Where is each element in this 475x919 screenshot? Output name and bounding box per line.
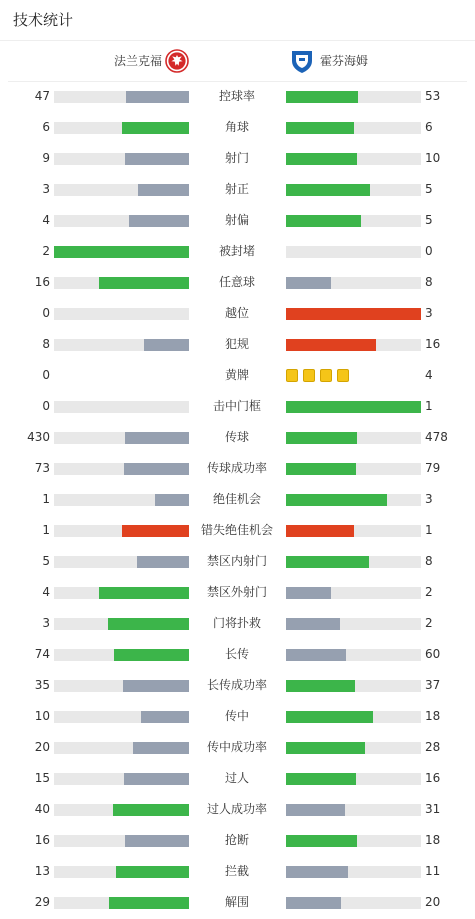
away-stat-bar	[286, 835, 421, 847]
stat-label: 绝佳机会	[212, 492, 261, 506]
away-stat-value: 18	[425, 709, 441, 723]
home-stat-value: 3	[42, 182, 50, 196]
away-stat-bar-fill	[286, 773, 356, 785]
away-stat-bar-fill	[286, 618, 340, 630]
away-stat-bar	[286, 401, 421, 413]
home-stat-bar-fill	[108, 618, 189, 630]
home-stat-bar-fill	[116, 866, 189, 878]
home-stat-value: 29	[34, 895, 50, 909]
stat-row	[0, 205, 475, 236]
home-stat-bar-fill	[113, 804, 189, 816]
home-stat-bar	[54, 897, 189, 909]
away-stat-value: 3	[425, 306, 433, 320]
home-stat-value: 1	[42, 523, 50, 537]
stat-label: 过人	[224, 771, 249, 785]
home-stat-value: 10	[34, 709, 50, 723]
away-stat-value: 5	[425, 182, 433, 196]
away-stat-value: 18	[425, 833, 441, 847]
away-stat-bar	[286, 897, 421, 909]
stat-label: 传球	[224, 430, 249, 444]
away-stat-value: 37	[425, 678, 441, 692]
home-stat-value: 0	[42, 306, 50, 320]
away-stat-bar	[286, 246, 421, 258]
eagle-crest-icon[interactable]	[165, 49, 189, 73]
away-stat-bar	[286, 556, 421, 568]
home-stat-bar	[54, 773, 189, 785]
away-stat-value: 10	[425, 151, 441, 165]
away-stat-bar-fill	[286, 463, 356, 475]
away-stat-bar-fill	[286, 308, 421, 320]
stat-row	[0, 453, 475, 484]
away-stat-bar-fill	[286, 153, 357, 165]
stat-row	[0, 174, 475, 205]
away-stat-bar-fill	[286, 835, 357, 847]
away-stat-bar	[286, 339, 421, 351]
home-stat-value: 40	[34, 802, 50, 816]
away-stat-bar-fill	[286, 742, 365, 754]
away-stat-bar-fill	[286, 494, 387, 506]
home-stat-value: 3	[42, 616, 50, 630]
stat-label: 越位	[224, 306, 249, 320]
home-stat-bar	[54, 308, 189, 320]
away-stat-bar	[286, 122, 421, 134]
stat-label: 长传成功率	[206, 678, 267, 692]
stat-row	[0, 701, 475, 732]
teams-header	[0, 41, 475, 81]
away-stat-value: 1	[425, 399, 433, 413]
stat-label: 长传	[224, 647, 249, 661]
home-stat-bar	[54, 556, 189, 568]
away-stat-value: 31	[425, 802, 441, 816]
page-title: 技术统计	[13, 11, 74, 29]
club-crest-icon[interactable]	[290, 48, 314, 74]
stat-row	[0, 856, 475, 887]
stat-row	[0, 81, 475, 112]
stat-label: 黄牌	[224, 368, 249, 382]
stat-row	[0, 670, 475, 701]
stat-row	[0, 887, 475, 918]
home-stat-bar	[54, 153, 189, 165]
home-stat-value: 8	[42, 337, 50, 351]
home-stat-value: 6	[42, 120, 50, 134]
home-stat-bar	[54, 649, 189, 661]
stat-row	[0, 484, 475, 515]
away-stat-bar	[286, 184, 421, 196]
stat-row	[0, 143, 475, 174]
away-stat-bar-fill	[286, 649, 346, 661]
stat-row	[0, 329, 475, 360]
stat-label: 被封堵	[218, 244, 255, 258]
stat-row	[0, 794, 475, 825]
home-stat-bar-fill	[124, 773, 189, 785]
away-stat-bar-fill	[286, 277, 331, 289]
home-stat-bar-fill	[123, 680, 189, 692]
stat-label: 控球率	[218, 89, 255, 103]
stat-label: 击中门框	[212, 399, 261, 413]
home-stat-bar	[54, 122, 189, 134]
home-stat-bar-fill	[54, 246, 189, 258]
home-stat-bar-fill	[141, 711, 189, 723]
stat-row	[0, 546, 475, 577]
yellow-card-icon	[337, 369, 349, 382]
home-stat-bar	[54, 835, 189, 847]
home-stat-bar-fill	[124, 463, 189, 475]
away-stat-bar-fill	[286, 401, 421, 413]
away-stat-value: 3	[425, 492, 433, 506]
stat-row	[0, 391, 475, 422]
away-stat-bar	[286, 463, 421, 475]
stat-label: 错失绝佳机会	[200, 523, 273, 537]
away-team-name[interactable]: 霍芬海姆	[320, 54, 369, 68]
stat-row	[0, 360, 475, 391]
home-stat-value: 73	[34, 461, 50, 475]
away-stat-bar-fill	[286, 587, 331, 599]
away-stat-bar	[286, 866, 421, 878]
home-stat-bar-fill	[137, 556, 189, 568]
away-stat-bar	[286, 277, 421, 289]
stat-label: 拦截	[224, 864, 249, 878]
away-stat-bar-fill	[286, 432, 357, 444]
away-stat-bar	[286, 587, 421, 599]
away-yellow-cards	[286, 369, 354, 383]
home-stat-bar-fill	[129, 215, 189, 227]
home-stat-bar	[54, 711, 189, 723]
home-stat-bar-fill	[133, 742, 189, 754]
stat-label: 过人成功率	[206, 802, 267, 816]
home-stat-bar	[54, 215, 189, 227]
stat-row	[0, 763, 475, 794]
away-stat-value: 1	[425, 523, 433, 537]
home-stat-value: 5	[42, 554, 50, 568]
stat-row	[0, 298, 475, 329]
home-stat-value: 20	[34, 740, 50, 754]
away-stat-bar-fill	[286, 804, 345, 816]
stat-label: 射门	[224, 151, 249, 165]
home-stat-bar	[54, 91, 189, 103]
away-stat-value: 8	[425, 554, 433, 568]
home-stat-bar-fill	[138, 184, 189, 196]
stat-row	[0, 236, 475, 267]
home-stat-bar	[54, 432, 189, 444]
home-team-name[interactable]: 法兰克福	[113, 54, 162, 68]
home-stat-value: 13	[34, 864, 50, 878]
home-stat-bar	[54, 494, 189, 506]
away-stat-bar	[286, 153, 421, 165]
home-stat-bar	[54, 618, 189, 630]
stat-label: 传球成功率	[206, 461, 267, 475]
home-stat-bar-fill	[125, 835, 189, 847]
home-stat-bar	[54, 463, 189, 475]
stat-row	[0, 608, 475, 639]
home-stat-bar	[54, 401, 189, 413]
home-stat-value: 35	[34, 678, 50, 692]
stat-label: 任意球	[218, 275, 255, 289]
home-stat-value: 4	[42, 213, 50, 227]
stat-row	[0, 422, 475, 453]
stat-label: 射偏	[224, 213, 249, 227]
home-stat-bar	[54, 742, 189, 754]
away-stat-bar	[286, 649, 421, 661]
home-stat-bar	[54, 246, 189, 258]
stat-row	[0, 732, 475, 763]
away-stat-value: 0	[425, 244, 433, 258]
away-stat-bar-fill	[286, 680, 355, 692]
home-stat-bar	[54, 339, 189, 351]
away-stat-bar-fill	[286, 556, 369, 568]
away-stat-bar-fill	[286, 897, 341, 909]
away-stat-bar	[286, 804, 421, 816]
away-stat-value: 20	[425, 895, 441, 909]
home-stat-value: 0	[42, 368, 50, 382]
stat-row	[0, 639, 475, 670]
away-stat-bar	[286, 91, 421, 103]
away-stat-bar-fill	[286, 525, 354, 537]
away-stat-value: 5	[425, 213, 433, 227]
home-stat-bar-fill	[114, 649, 189, 661]
away-stat-bar-fill	[286, 91, 358, 103]
away-stat-value: 6	[425, 120, 433, 134]
home-stat-value: 2	[42, 244, 50, 258]
away-stat-value: 2	[425, 585, 433, 599]
home-stat-value: 15	[34, 771, 50, 785]
stat-label: 射正	[224, 182, 249, 196]
home-stat-bar-fill	[125, 153, 189, 165]
away-stat-bar-fill	[286, 184, 370, 196]
stat-row	[0, 112, 475, 143]
stat-row	[0, 825, 475, 856]
home-stat-bar	[54, 680, 189, 692]
away-stat-bar	[286, 742, 421, 754]
home-stat-bar	[54, 525, 189, 537]
home-stat-bar-fill	[144, 339, 189, 351]
home-stat-bar-fill	[126, 91, 189, 103]
home-stat-value: 16	[34, 833, 50, 847]
stat-label: 角球	[224, 120, 249, 134]
home-stat-bar-fill	[109, 897, 189, 909]
away-stat-value: 79	[425, 461, 441, 475]
home-stat-value: 9	[42, 151, 50, 165]
yellow-card-icon	[303, 369, 315, 382]
stat-row	[0, 515, 475, 546]
away-stat-bar-fill	[286, 122, 354, 134]
away-stat-bar	[286, 525, 421, 537]
away-stat-bar	[286, 680, 421, 692]
home-stat-value: 16	[34, 275, 50, 289]
away-stat-bar	[286, 432, 421, 444]
away-stat-value: 16	[425, 337, 441, 351]
away-stat-bar-fill	[286, 711, 373, 723]
away-stat-bar	[286, 711, 421, 723]
stat-label: 门将扑救	[212, 616, 261, 630]
home-stat-bar-fill	[99, 277, 189, 289]
home-stat-bar-fill	[125, 432, 189, 444]
away-stat-value: 16	[425, 771, 441, 785]
away-stat-bar	[286, 494, 421, 506]
stat-row	[0, 267, 475, 298]
yellow-card-icon	[320, 369, 332, 382]
away-stat-value: 53	[425, 89, 441, 103]
away-stat-value: 8	[425, 275, 433, 289]
stat-label: 抢断	[224, 833, 249, 847]
stat-label: 传中	[224, 709, 249, 723]
away-stat-bar-fill	[286, 339, 376, 351]
home-stat-bar	[54, 866, 189, 878]
stat-label: 禁区外射门	[206, 585, 267, 599]
home-stat-bar-fill	[155, 494, 189, 506]
stat-row	[0, 577, 475, 608]
home-stat-bar-fill	[122, 122, 190, 134]
home-stat-value: 0	[42, 399, 50, 413]
away-stat-bar-fill	[286, 215, 361, 227]
home-stat-bar-fill	[99, 587, 189, 599]
away-stat-bar	[286, 308, 421, 320]
home-stat-value: 1	[42, 492, 50, 506]
home-stat-bar	[54, 804, 189, 816]
stats-list	[0, 81, 475, 918]
away-stat-bar	[286, 618, 421, 630]
home-stat-bar	[54, 277, 189, 289]
home-stat-value: 74	[34, 647, 50, 661]
home-stat-value: 430	[27, 430, 50, 444]
away-stat-bar-fill	[286, 866, 348, 878]
yellow-card-icon	[286, 369, 298, 382]
home-stat-bar-fill	[122, 525, 190, 537]
away-stat-value: 478	[425, 430, 448, 444]
away-stat-value: 4	[425, 368, 433, 382]
stat-label: 禁区内射门	[206, 554, 267, 568]
home-stat-value: 4	[42, 585, 50, 599]
home-stat-value: 47	[34, 89, 50, 103]
stat-label: 传中成功率	[206, 740, 267, 754]
stat-label: 解围	[224, 895, 249, 909]
away-stat-bar	[286, 773, 421, 785]
away-stat-value: 60	[425, 647, 441, 661]
stat-label: 犯规	[224, 337, 249, 351]
home-stat-bar	[54, 587, 189, 599]
away-stat-bar	[286, 215, 421, 227]
home-stat-bar	[54, 184, 189, 196]
away-stat-value: 2	[425, 616, 433, 630]
away-stat-value: 11	[425, 864, 441, 878]
away-stat-value: 28	[425, 740, 441, 754]
